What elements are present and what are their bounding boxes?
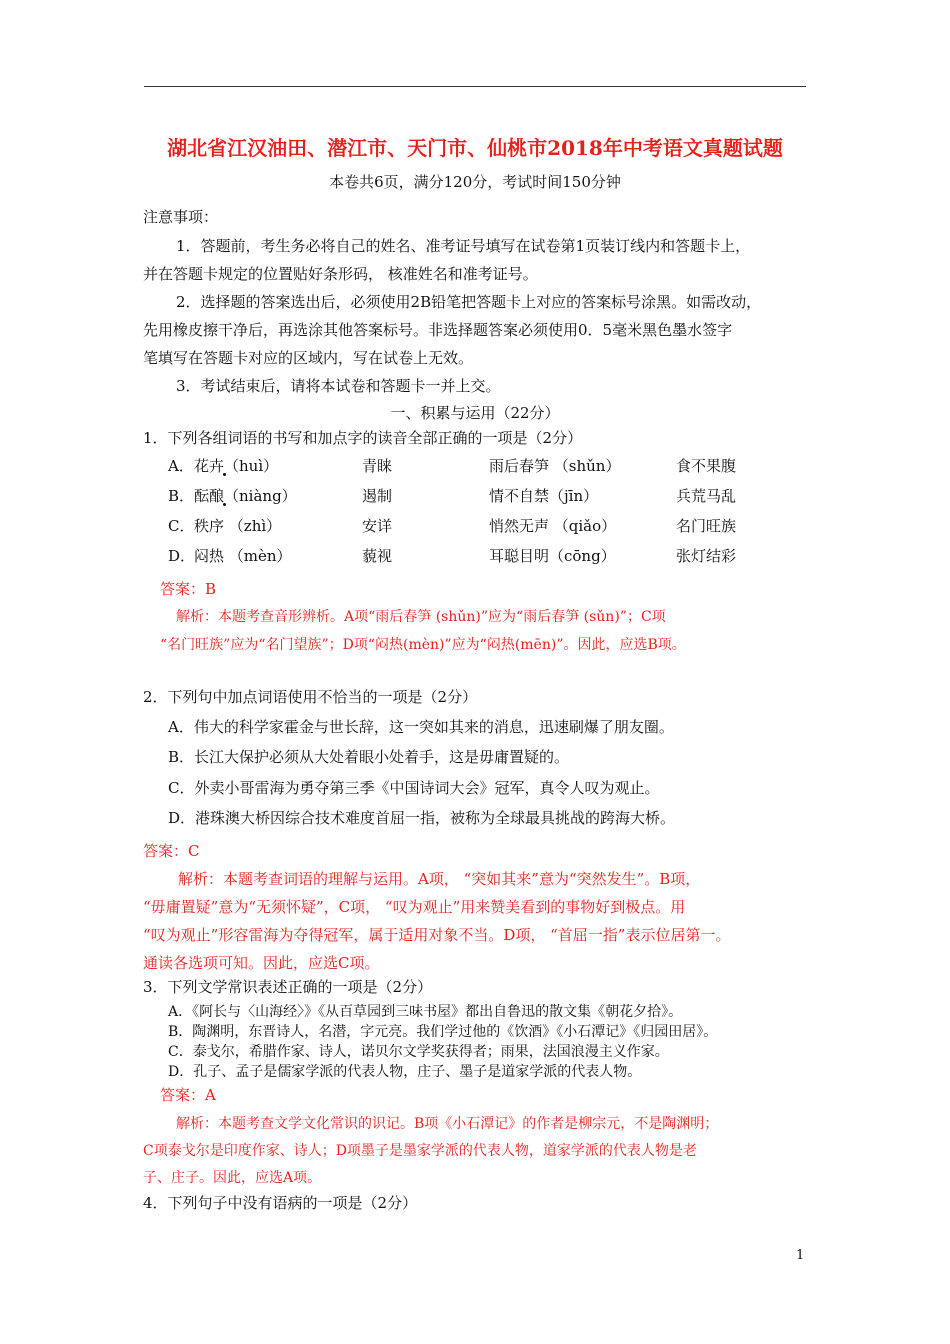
notes-line: 2．选择题的答案选出后，必须使用2B铅笔把答题卡上对应的答案标号涂黑。如需改动，: [176, 293, 762, 311]
q1-analysis: 解析：本题考查音形辨析。A项“雨后春笋 (shǔn)”应为“雨后春笋 (sǔn)”；C项: [176, 609, 666, 625]
q2-option: C．外卖小哥雷海为勇夺第三季《中国诗词大会》冠军，真令人叹为观止。: [168, 779, 660, 797]
page-title: 湖北省江汉油田、潜江市、天门市、仙桃市2018年中考语文真题试题: [167, 136, 783, 160]
q1-option-label: A．: [168, 457, 194, 475]
q1-option-word: 兵荒马乱: [676, 487, 737, 505]
q3-answer: 答案：A: [160, 1086, 216, 1104]
q1-option-word: 秩序 （zhì）: [194, 517, 282, 535]
q1-option-label: C．: [168, 517, 195, 535]
q2-option: D．港珠澳大桥因综合技术难度首屈一指，被称为全球最具挑战的跨海大桥。: [168, 809, 676, 827]
q3-option: B．陶渊明，东晋诗人，名潜，字元亮。我们学过他的《饮酒》《小石潭记》《归园田居》。: [168, 1024, 718, 1040]
question-2-stem: 2．下列句中加点词语使用不恰当的一项是（2分）: [143, 688, 478, 706]
q3-option: D．孔子、孟子是儒家学派的代表人物，庄子、墨子是道家学派的代表人物。: [168, 1064, 642, 1080]
q2-analysis: 解析：本题考查词语的理解与运用。A项， “突如其来”意为“突然发生”。B项，: [178, 870, 701, 888]
q1-option-word: 雨后春笋 （shǔn）: [489, 457, 621, 475]
section-heading: 一、积累与运用（22分）: [390, 404, 560, 422]
question-3-stem: 3．下列文学常识表述正确的一项是（2分）: [143, 978, 433, 996]
q1-option-word: 名门旺族: [676, 517, 737, 535]
q1-option-word: 闷热 （mèn）: [194, 547, 292, 565]
q1-option-word: 花卉（huì）: [194, 457, 279, 475]
question-4-stem: 4．下列句子中没有语病的一项是（2分）: [143, 1194, 418, 1212]
q3-option: A．《阿长与〈山海经〉》《从百草园到三味书屋》都出自鲁迅的散文集《朝花夕拾》。: [168, 1004, 683, 1020]
page-subtitle: 本卷共6页，满分120分，考试时间150分钟: [329, 173, 621, 191]
notes-line: 先用橡皮擦干净后，再选涂其他答案标号。非选择题答案必须使用0．5毫米黑色墨水签字: [143, 321, 733, 339]
q2-option: B．长江大保护必须从大处着眼小处着手，这是毋庸置疑的。: [168, 748, 570, 766]
question-1-stem: 1．下列各组词语的书写和加点字的读音全部正确的一项是（2分）: [143, 429, 583, 447]
notes-line: 3．考试结束后，请将本试卷和答题卡一并上交。: [176, 377, 501, 395]
notes-line: 1．答题前，考生务必将自己的姓名、准考证号填写在试卷第1页装订线内和答题卡上，: [176, 237, 751, 255]
q1-option-word: 耳聪目明（cōng）: [489, 547, 616, 565]
q1-option-word: 情不自禁（jīn）: [489, 487, 599, 505]
notes-line: 并在答题卡规定的位置贴好条形码， 核准姓名和准考证号。: [143, 265, 538, 283]
q1-analysis: “名门旺族”应为“名门望族”；D项“闷热(mèn)”应为“闷热(mēn)”。因此，应选B项。: [160, 637, 686, 653]
q1-option-word: 张灯结彩: [676, 547, 737, 565]
notes-line: 笔填写在答题卡对应的区域内，写在试卷上无效。: [143, 349, 474, 367]
q2-analysis: “叹为观止”形容雷海为夺得冠军，属于适用对象不当。D项， “首屈一指”表示位居第一。: [143, 926, 731, 944]
header-rule: [144, 86, 806, 87]
q2-answer: 答案：C: [143, 842, 200, 860]
q1-option-label: B．: [168, 487, 195, 505]
notes-heading: 注意事项：: [143, 208, 219, 226]
q1-option-word: 藐视: [362, 547, 393, 565]
q3-analysis: C项泰戈尔是印度作家、诗人；D项墨子是墨家学派的代表人物，道家学派的代表人物是老: [143, 1143, 697, 1159]
q1-option-word: 悄然无声 （qiǎo）: [489, 517, 617, 535]
q3-analysis: 解析：本题考查文学文化常识的识记。B项《小石潭记》的作者是柳宗元，不是陶渊明；: [176, 1116, 719, 1132]
q1-answer: 答案：B: [160, 580, 217, 598]
q1-option-label: D．: [168, 547, 196, 565]
page-number: 1: [796, 1248, 805, 1263]
q1-option-word: 酝酿（niàng）: [194, 487, 297, 505]
q2-option: A．伟大的科学家霍金与世长辞，这一突如其来的消息，迅速刷爆了朋友圈。: [168, 718, 674, 736]
q2-analysis: “毋庸置疑”意为“无须怀疑”，C项， “叹为观止”用来赞美看到的事物好到极点。用: [143, 898, 686, 916]
q2-analysis: 通读各选项可知。因此，应选C项。: [143, 954, 380, 972]
q3-option: C．泰戈尔，希腊作家、诗人，诺贝尔文学奖获得者；雨果，法国浪漫主义作家。: [168, 1044, 669, 1060]
q1-option-word: 食不果腹: [676, 457, 737, 475]
q1-option-word: 安详: [362, 517, 393, 535]
q1-option-word: 青睐: [362, 457, 393, 475]
q3-analysis: 子、庄子。因此，应选A项。: [143, 1170, 322, 1186]
q1-option-word: 遏制: [362, 487, 393, 505]
